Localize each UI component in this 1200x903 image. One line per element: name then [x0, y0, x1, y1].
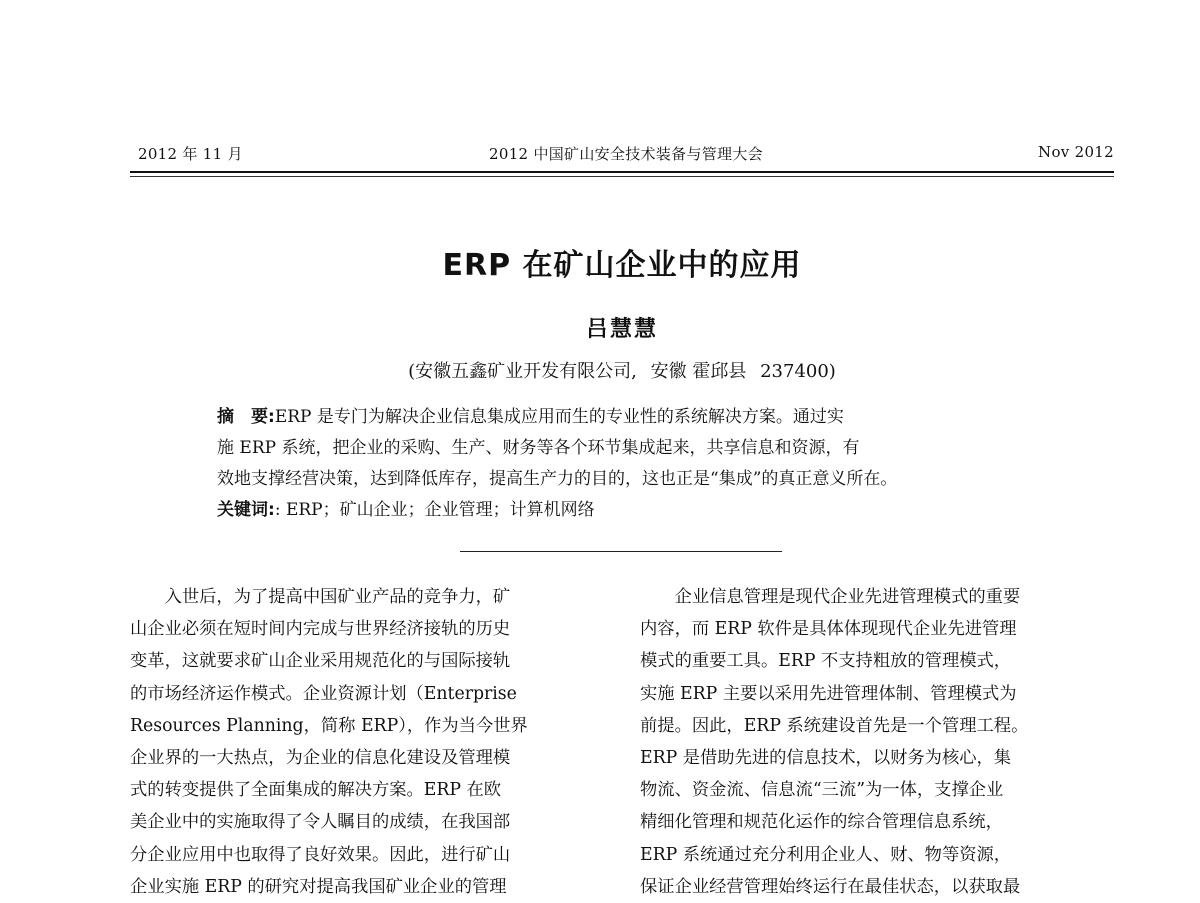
- body-line: 变革，这就要求矿山企业采用规范化的与国际接轨: [130, 651, 511, 672]
- body-line: 分企业应用中也取得了良好效果。因此，进行矿山: [130, 844, 511, 865]
- header-rule-thin: [130, 176, 1114, 177]
- abstract-text: ERP 是专门为解决企业信息集成应用而生的专业性的系统解决方案。通过实: [274, 407, 844, 427]
- affiliation-postcode: 237400): [760, 361, 836, 382]
- affiliation-org: (安徽五鑫矿业开发有限公司,: [408, 361, 637, 382]
- paper-title: ERP 在矿山企业中的应用: [442, 248, 802, 283]
- body-line: 模式的重要工具。ERP 不支持粗放的管理模式，: [640, 651, 1012, 672]
- body-line: 企业实施 ERP 的研究对提高我国矿业企业的管理: [130, 876, 507, 897]
- keywords-line: [217, 495, 1029, 526]
- abstract-block: [217, 402, 1029, 526]
- abstract-separator: [460, 551, 782, 552]
- body-line: 山企业必须在短时间内完成与世界经济接轨的历史: [130, 619, 511, 640]
- body-line: ERP 是借助先进的信息技术，以财务为核心，集: [640, 747, 1012, 768]
- body-line: 企业信息管理是现代企业先进管理模式的重要: [640, 587, 1021, 607]
- header-rule-thick: [130, 171, 1114, 173]
- body-column-left: [130, 581, 602, 903]
- body-line: Resources Planning，简称 ERP），作为当今世界: [130, 715, 528, 736]
- header-date-cn: 2012 年 11 月: [138, 145, 243, 163]
- header-conference: 2012 中国矿山安全技术装备与管理大会: [489, 145, 763, 163]
- abstract-line: 效地支撑经营决策，达到降低库存，提高生产力的目的，这也正是“集成”的真正意义所在。: [217, 469, 898, 489]
- body-line: 实施 ERP 主要以采用先进管理体制、管理模式为: [640, 683, 1017, 704]
- keywords-text: : ERP；矿山企业；企业管理；计算机网络: [274, 500, 595, 520]
- paper-author: 吕慧慧: [585, 316, 658, 342]
- body-line: 内容，而 ERP 软件是具体体现现代企业先进管理: [640, 619, 1017, 640]
- abstract-label: 摘 要:: [217, 407, 275, 427]
- body-line: 企业界的一大热点，为企业的信息化建设及管理模: [130, 747, 511, 768]
- header-date-en: Nov 2012: [1038, 143, 1114, 161]
- body-column-right: [640, 581, 1114, 903]
- body-line: 入世后，为了提高中国矿业产品的竞争力，矿: [130, 587, 511, 607]
- body-line: ERP 系统通过充分利用企业人、财、物等资源，: [640, 844, 1012, 865]
- body-line: 物流、资金流、信息流“三流”为一体，支撑企业: [640, 780, 1004, 801]
- abstract-line: 施 ERP 系统，把企业的采购、生产、财务等各个环节集成起来，共享信息和资源，有: [217, 438, 860, 458]
- affiliation-place: 安徽 霍邱县: [650, 361, 747, 382]
- abstract-line: [217, 402, 1029, 433]
- body-line: 美企业中的实施取得了令人瞩目的成绩，在我国部: [130, 812, 511, 833]
- paper-affiliation: [0, 357, 1200, 383]
- keywords-label: 关键词:: [217, 500, 275, 520]
- body-line: 前提。因此，ERP 系统建设首先是一个管理工程。: [640, 715, 1029, 736]
- body-line: 的市场经济运作模式。企业资源计划（Enterprise: [130, 683, 517, 704]
- body-line: 精细化管理和规范化运作的综合管理信息系统，: [640, 812, 1003, 833]
- body-line: 保证企业经营管理始终运行在最佳状态，以获取最: [640, 876, 1021, 897]
- body-line: 式的转变提供了全面集成的解决方案。ERP 在欧: [130, 780, 502, 801]
